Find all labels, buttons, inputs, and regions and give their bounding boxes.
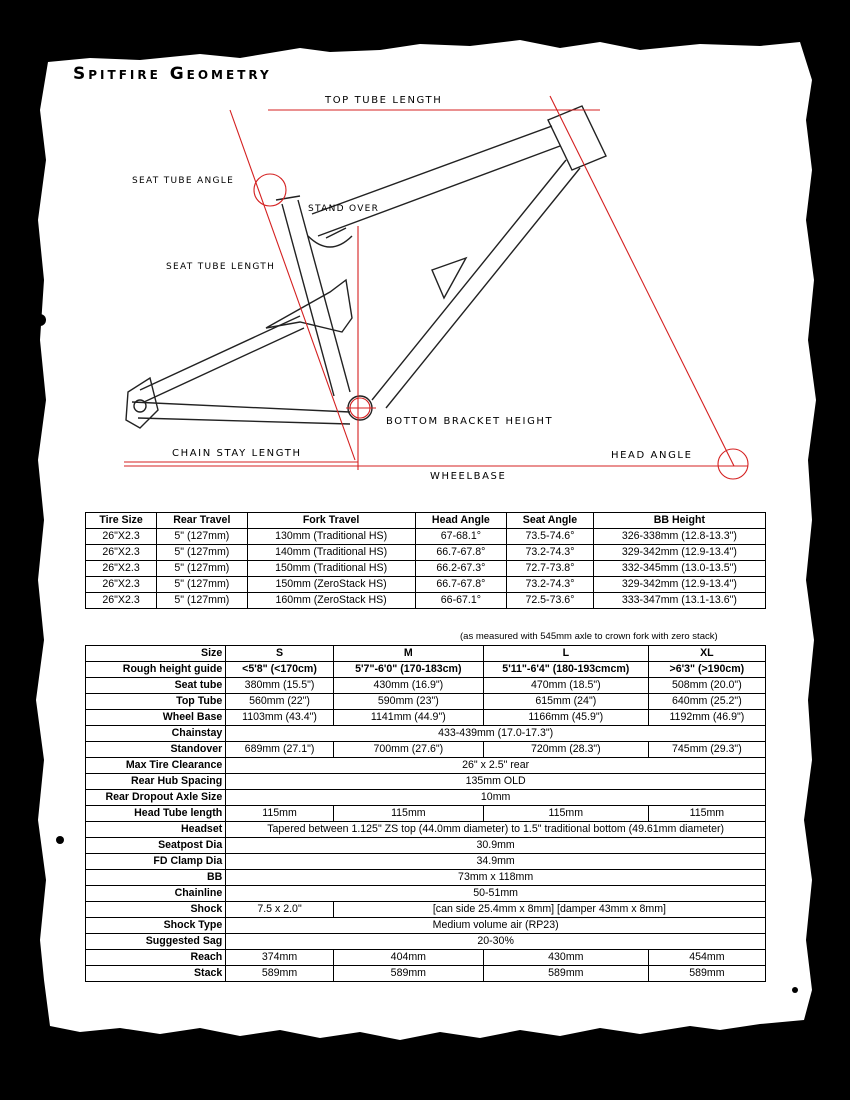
table-cell: 150mm (Traditional HS) [247,561,415,577]
table-cell: 5'7"-6'0" (170-183cm) [333,662,483,678]
table-row [86,966,766,982]
table-cell: 73.2-74.3° [507,577,594,593]
header-head-angle: Head Angle [415,513,507,529]
table-row [86,854,766,870]
table-cell: 589mm [226,966,334,982]
table-row [86,694,766,710]
table-cell: 73.5-74.6° [507,529,594,545]
table-cell: 50-51mm [226,886,766,902]
row-label: Max Tire Clearance [86,758,226,774]
row-label: Standover [86,742,226,758]
table-cell: 26"X2.3 [86,545,157,561]
table-row [86,529,766,545]
table-cell: 589mm [333,966,483,982]
table-cell: 115mm [226,806,334,822]
table-cell: <5'8" (<170cm) [226,662,334,678]
table-row [86,790,766,806]
table-cell: 590mm (23") [333,694,483,710]
table-cell: M [333,646,483,662]
travel-table [85,512,766,609]
table-cell: S [226,646,334,662]
table-cell: 640mm (25.2") [648,694,765,710]
table-cell: 1103mm (43.4") [226,710,334,726]
size-table [85,645,766,982]
table-cell: 5" (127mm) [157,529,248,545]
table-cell: 433-439mm (17.0-17.3") [226,726,766,742]
table-cell: 26"X2.3 [86,577,157,593]
table-cell: 140mm (Traditional HS) [247,545,415,561]
header-rear-travel: Rear Travel [157,513,248,529]
table-cell: 7.5 x 2.0" [226,902,334,918]
table-cell: 26"X2.3 [86,529,157,545]
table-row [86,774,766,790]
table-row [86,758,766,774]
table-cell: 454mm [648,950,765,966]
table-row [86,822,766,838]
table-cell: 404mm [333,950,483,966]
table-cell: 329-342mm (12.9-13.4") [593,545,765,561]
table-cell: XL [648,646,765,662]
table-row [86,838,766,854]
row-label: Stack [86,966,226,982]
table-cell: 329-342mm (12.9-13.4") [593,577,765,593]
table-row [86,934,766,950]
table-cell: 5" (127mm) [157,593,248,609]
table-cell: 66.7-67.8° [415,545,507,561]
row-label: Seatpost Dia [86,838,226,854]
table-cell: 150mm (ZeroStack HS) [247,577,415,593]
label-bottom-bracket-height: BOTTOM BRACKET HEIGHT [386,416,554,427]
table-cell: 380mm (15.5") [226,678,334,694]
table-cell: 689mm (27.1") [226,742,334,758]
table-cell: 589mm [648,966,765,982]
table-cell: 20-30% [226,934,766,950]
table-cell: 745mm (29.3") [648,742,765,758]
table-cell: 135mm OLD [226,774,766,790]
label-top-tube-length: TOP TUBE LENGTH [325,95,443,106]
table-cell: >6'3" (>190cm) [648,662,765,678]
row-label: Chainstay [86,726,226,742]
row-label: BB [86,870,226,886]
row-label: Rear Hub Spacing [86,774,226,790]
table-cell: 34.9mm [226,854,766,870]
label-head-angle: HEAD ANGLE [611,450,693,461]
label-stand-over: STAND OVER [308,204,380,214]
table-row [86,806,766,822]
table-cell: 130mm (Traditional HS) [247,529,415,545]
table-cell: 72.5-73.6° [507,593,594,609]
table-cell: 10mm [226,790,766,806]
table-cell: 66-67.1° [415,593,507,609]
header-fork-travel: Fork Travel [247,513,415,529]
table-cell: Medium volume air (RP23) [226,918,766,934]
row-label: Reach [86,950,226,966]
table-cell: [can side 25.4mm x 8mm] [damper 43mm x 8mm] [333,902,765,918]
header-bb-height: BB Height [593,513,765,529]
table-row [86,950,766,966]
table-cell: 67-68.1° [415,529,507,545]
table-cell: 5" (127mm) [157,561,248,577]
table-cell: 72.7-73.8° [507,561,594,577]
table-cell: 5" (127mm) [157,545,248,561]
label-chain-stay-length: CHAIN STAY LENGTH [172,448,302,459]
row-label: Rough height guide [86,662,226,678]
table-cell: 430mm [483,950,648,966]
table-cell: 73.2-74.3° [507,545,594,561]
row-label: Suggested Sag [86,934,226,950]
table-cell: 333-347mm (13.1-13.6") [593,593,765,609]
row-label: Wheel Base [86,710,226,726]
table-cell: 1166mm (45.9") [483,710,648,726]
table-row [86,918,766,934]
table-cell: 73mm x 118mm [226,870,766,886]
row-label: FD Clamp Dia [86,854,226,870]
table-row [86,742,766,758]
table-cell: 160mm (ZeroStack HS) [247,593,415,609]
table-cell: 30.9mm [226,838,766,854]
row-label: Headset [86,822,226,838]
table-cell: 589mm [483,966,648,982]
page-title: Spitfire Geometry [73,64,272,84]
table-cell: 326-338mm (12.8-13.3") [593,529,765,545]
table-row [86,662,766,678]
table-row [86,870,766,886]
row-label: Top Tube [86,694,226,710]
header-seat-angle: Seat Angle [507,513,594,529]
row-label: Chainline [86,886,226,902]
table-row [86,710,766,726]
table-cell: 470mm (18.5") [483,678,648,694]
table-cell: Tapered between 1.125" ZS top (44.0mm diameter) to 1.5" traditional bottom (49.61mm diameter) [226,822,766,838]
table-row [86,678,766,694]
table-cell: 1141mm (44.9") [333,710,483,726]
size-table-header [86,646,766,662]
table-row [86,577,766,593]
table-row [86,886,766,902]
table-cell: 560mm (22") [226,694,334,710]
table-cell: 332-345mm (13.0-13.5") [593,561,765,577]
measurement-note: (as measured with 545mm axle to crown fork with zero stack) [460,631,718,642]
table-cell: 66.2-67.3° [415,561,507,577]
table-row [86,902,766,918]
row-label: Shock [86,902,226,918]
table-row [86,593,766,609]
table-cell: 508mm (20.0") [648,678,765,694]
table-cell: 1192mm (46.9") [648,710,765,726]
table-cell: 26"X2.3 [86,593,157,609]
row-label: Head Tube length [86,806,226,822]
row-label: Size [86,646,226,662]
travel-table-header [86,513,766,529]
table-cell: 66.7-67.8° [415,577,507,593]
header-tire-size: Tire Size [86,513,157,529]
row-label: Rear Dropout Axle Size [86,790,226,806]
label-seat-tube-length: SEAT TUBE LENGTH [166,262,276,272]
table-cell: 374mm [226,950,334,966]
row-label: Seat tube [86,678,226,694]
label-wheelbase: WHEELBASE [430,471,507,482]
table-cell: 720mm (28.3") [483,742,648,758]
table-cell: 26"X2.3 [86,561,157,577]
table-cell: 615mm (24") [483,694,648,710]
table-row [86,726,766,742]
row-label: Shock Type [86,918,226,934]
table-cell: 26" x 2.5" rear [226,758,766,774]
table-cell: 115mm [333,806,483,822]
table-cell: 5'11"-6'4" (180-193cmcm) [483,662,648,678]
table-cell: 115mm [483,806,648,822]
table-cell: 115mm [648,806,765,822]
table-cell: L [483,646,648,662]
table-cell: 5" (127mm) [157,577,248,593]
table-cell: 700mm (27.6") [333,742,483,758]
table-row [86,561,766,577]
table-row [86,545,766,561]
label-seat-tube-angle: SEAT TUBE ANGLE [132,176,235,186]
table-cell: 430mm (16.9") [333,678,483,694]
